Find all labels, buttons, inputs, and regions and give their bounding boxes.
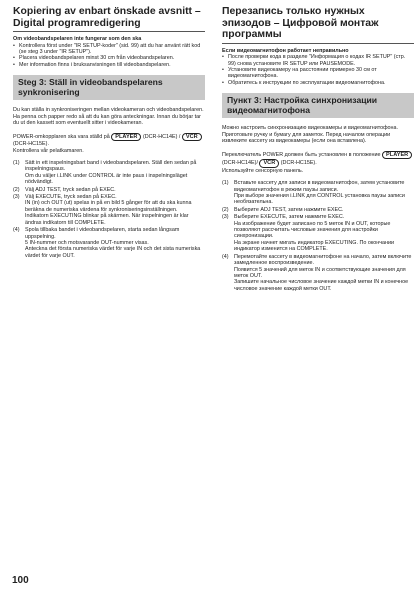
step-list <box>13 160 205 259</box>
intro-text <box>222 125 414 174</box>
step-text: Запишите начальное числовое значение каждой метки IN и конечное числовое значение каждой метки OUT. <box>234 279 409 292</box>
step-text: Välj ADJ TEST, tryck sedan på EXEC. <box>25 186 116 193</box>
step-number: (1) <box>222 180 229 187</box>
step-item <box>13 227 205 259</box>
step-item <box>13 160 205 186</box>
step-text: На изображение будет записано по 5 меток IN и OUT, которые позволяют рассчитать числовые значения для настройки синхронизации. <box>234 220 391 240</box>
model-text: (DCR-HC15E). <box>280 160 317 167</box>
note-list <box>13 43 205 69</box>
right-column-russian <box>222 6 414 293</box>
troubleshooting-note <box>13 36 205 68</box>
step-heading-box <box>13 75 205 100</box>
step-text: Spola tillbaka bandet i videobandspelaren, starta sedan långsam uppspelning. <box>25 227 180 240</box>
step-list <box>222 180 414 292</box>
step-heading-box <box>222 93 414 118</box>
player-mode-label: PLAYER <box>111 133 141 142</box>
step-text: Indikatorn EXECUTING blinkar på skärmen. När inspelningen är klar ändras indikatorn till COMPLETE. <box>25 213 189 226</box>
troubleshooting-note <box>222 48 414 86</box>
step-item <box>222 254 414 292</box>
step-number: (4) <box>222 253 229 260</box>
step-number: (2) <box>13 186 20 193</box>
step-text: 5 IN-nummer och motsvarande OUT-nummer visas. <box>25 239 149 246</box>
step-number: (2) <box>222 206 229 213</box>
power-switch-instruction <box>13 133 205 154</box>
power-switch-instruction <box>222 151 414 175</box>
note-item: • Placera videobandspelaren minst 30 cm från videobandspelaren. <box>13 55 205 61</box>
touch-panel-text: Kontrollera vår pelatkamaren. <box>13 147 84 154</box>
step-text: Появится 5 значений для меток IN и соответствующие значения для меток OUT. <box>234 266 406 279</box>
intro-paragraph: Du kan ställa in synkroniseringen mellan videokameran och videobandspelaren. Ha penna och papper redo så att du kan göra anteckningar. Innan du börjar tar du ut den kassett som eventuellt sitter i videokameran. <box>13 107 204 127</box>
touch-panel-text: Используйте сенсорную панель. <box>222 167 304 174</box>
intro-paragraph: Можно настроить синхронизацию видеокамеры и видеомагнитофона. Приготовьте ручку и бумагу для заметок. Перед началом операции извлеките кассету из видеокамеры (если она вставлена). <box>222 125 399 145</box>
step-text: Вставьте кассету для записи в видеомагнитофон, затем установите видеомагнитофон в режим паузы записи. <box>234 180 405 193</box>
step-text: Välj EXECUTE, tryck sedan på EXEC. <box>25 194 117 201</box>
note-title: Om videobandspelaren inte fungerar som den ska <box>13 36 142 43</box>
step-number: (3) <box>222 214 229 221</box>
left-column-swedish <box>13 6 205 260</box>
step-text: Sätt in ett inspelningsbart band i videobandspelaren. Ställ den sedan på inspelningspaus. <box>25 160 197 173</box>
note-item: • Kontrollera först under "IR SETUP-koder" (sid. 99) att du har använt rätt kod (se steg 3 under "IR SETUP"). <box>13 43 205 56</box>
intro-text <box>13 107 205 154</box>
vcr-mode-label: VCR <box>259 159 279 168</box>
step-item <box>222 207 414 213</box>
step-item <box>222 180 414 206</box>
model-text: (DCR-HC15E). <box>13 141 49 148</box>
step-text: Om du väljer i.LINK under CONTROL är inte paus i inspelningsläget nödvändigt. <box>25 172 188 186</box>
step-text: Выберите ADJ TEST, затем нажмите EXEC. <box>234 206 344 213</box>
power-text: Переключатель POWER должен быть установлен в положение <box>222 151 381 158</box>
section-title: Перезапись только нужных эпизодов – Цифровой монтаж программы <box>222 6 414 44</box>
section-title: Kopiering av enbart önskade avsnitt – Digital programredigering <box>13 6 205 32</box>
step-item <box>13 194 205 226</box>
step-heading: Пункт 3: Настройка синхронизации видеомагнитофона <box>227 95 378 115</box>
vcr-mode-label: VCR <box>182 133 202 142</box>
note-item: • Обратитесь к инструкции по эксплуатации видеомагнитофона. <box>222 80 414 86</box>
page-number: 100 <box>12 575 29 586</box>
model-text: (DCR-HC14E)/ <box>222 160 258 167</box>
step-text: Выберите EXECUTE, затем нажмите EXEC. <box>234 214 345 221</box>
note-title: Если видеомагнитофон работает неправильно <box>222 47 349 54</box>
step-number: (3) <box>13 194 20 201</box>
step-number: (4) <box>13 227 20 234</box>
step-text: Anteckna det första numeriska värdet för varje IN och det sista numeriska värdet för varje OUT. <box>25 246 201 259</box>
step-text: Перемотайте кассету в видеомагнитофоне на начало, затем включите замедленное воспроизведение. <box>234 253 412 267</box>
model-text: (DCR-HC14E) / <box>142 133 181 140</box>
step-text: IN (in) och OUT (ut) spelas in på en bild 5 gånger för att du ska kunna beräkna de numeriska värdena för synkroniseringsinställningen. <box>25 200 192 213</box>
note-item: • Установите видеокамеру на расстоянии примерно 30 см от видеомагнитофона. <box>222 67 414 80</box>
step-heading: Steg 3: Ställ in videobandspelarens synkronisering <box>18 77 163 97</box>
note-item: • После проверки кода в разделе "Информация о кодах IR SETUP" (стр. 99) снова установите IR SETUP или PAUSEMODE. <box>222 54 414 67</box>
step-item <box>13 187 205 193</box>
note-list <box>222 54 414 86</box>
step-number: (1) <box>13 160 20 167</box>
player-mode-label: PLAYER <box>382 151 412 160</box>
step-text: При выборе значения i.LINK для CONTROL установка паузы записи необязательна. <box>234 193 405 206</box>
step-text: На экране начнет мигать индикатор EXECUTING. По окончании индикатор изменится на COMPLETE. <box>234 239 395 253</box>
note-item: • Mer information finns i bruksanvisningen till videobandspelaren. <box>13 62 205 68</box>
step-item <box>222 214 414 252</box>
power-text: POWER-omkopplaren ska vara ställd på <box>13 133 110 140</box>
